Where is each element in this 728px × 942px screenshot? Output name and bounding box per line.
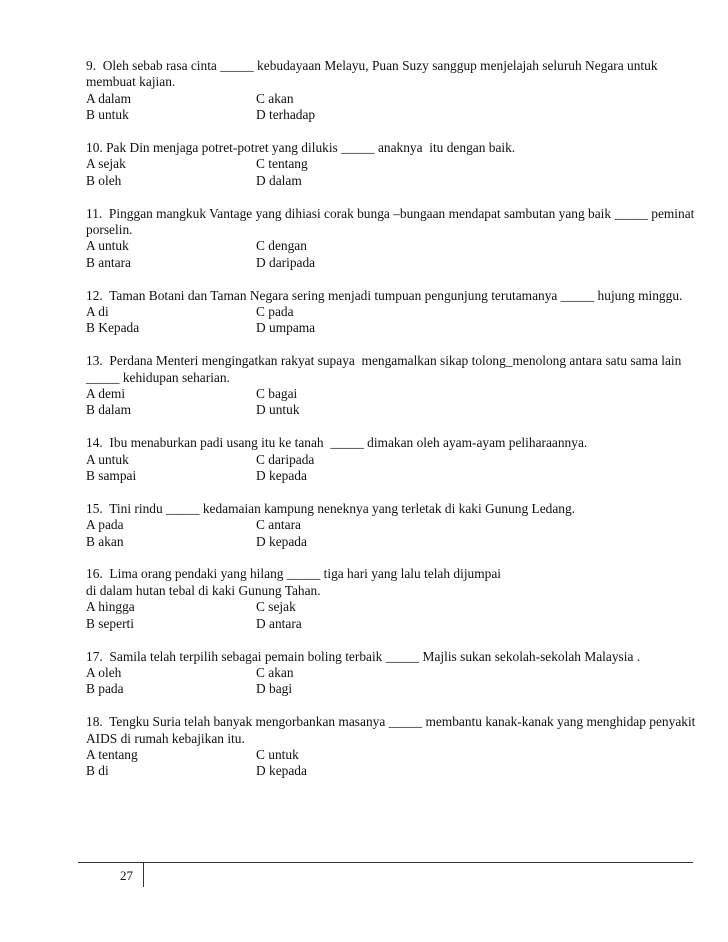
option-row <box>86 386 706 402</box>
option-row <box>86 402 706 418</box>
option-row <box>86 452 706 468</box>
option-d: D terhadap <box>256 107 316 123</box>
question-13 <box>86 353 706 419</box>
question-text: 16. Lima orang pendaki yang hilang _____ tiga hari yang lalu telah dijumpai di dalam hutan tebal di kaki Gunung Tahan. <box>86 566 502 598</box>
option-a: A untuk <box>86 451 129 467</box>
question-10 <box>86 140 706 189</box>
option-row <box>86 107 706 123</box>
question-text: 15. Tini rindu _____ kedamaian kampung neneknya yang terletak di kaki Gunung Ledang. <box>86 500 576 516</box>
option-a: A tentang <box>86 746 138 762</box>
option-row <box>86 599 706 615</box>
option-b: B pada <box>86 681 124 697</box>
option-c: C dengan <box>256 238 307 254</box>
option-c: C akan <box>256 90 294 106</box>
question-15 <box>86 501 706 550</box>
option-b: B untuk <box>86 107 129 123</box>
question-12 <box>86 288 706 337</box>
option-c: C bagai <box>256 386 298 402</box>
question-9 <box>86 58 706 124</box>
question-page <box>86 58 706 796</box>
question-text: 12. Taman Botani dan Taman Negara sering menjadi tumpuan pengunjung terutamanya _____ hujung minggu. <box>86 287 683 303</box>
question-text: 9. Oleh sebab rasa cinta _____ kebudayaan Melayu, Puan Suzy sanggup menjelajah seluruh Negara untuk membuat kajian. <box>86 58 661 90</box>
option-row <box>86 320 706 336</box>
option-row <box>86 665 706 681</box>
option-row <box>86 173 706 189</box>
option-a: A sejak <box>86 156 126 172</box>
option-d: D bagi <box>256 681 293 697</box>
question-text: 11. Pinggan mangkuk Vantage yang dihiasi corak bunga –bungaan mendapat sambutan yang baik _____ peminat porselin. <box>86 205 698 238</box>
option-row <box>86 534 706 550</box>
option-d: D umpama <box>256 320 316 336</box>
page-number: 27 <box>120 868 133 883</box>
question-16 <box>86 566 706 632</box>
option-a: A demi <box>86 386 126 402</box>
option-row <box>86 91 706 107</box>
option-a: A untuk <box>86 238 129 254</box>
option-c: C antara <box>256 517 301 533</box>
option-row <box>86 304 706 320</box>
option-c: C daripada <box>256 451 315 467</box>
question-11 <box>86 206 706 272</box>
option-d: D dalam <box>256 172 302 188</box>
question-text: 18. Tengku Suria telah banyak mengorbankan masanya _____ membantu kanak-kanak yang menghidap penyakit AIDS di rumah kebajikan itu. <box>86 714 699 746</box>
option-b: B akan <box>86 533 124 549</box>
option-a: A pada <box>86 517 124 533</box>
option-row <box>86 156 706 172</box>
option-row <box>86 616 706 632</box>
option-d: D untuk <box>256 402 300 418</box>
option-a: A dalam <box>86 90 131 106</box>
option-d: D kepada <box>256 533 307 549</box>
option-b: B sampai <box>86 468 137 484</box>
option-d: D kepada <box>256 763 307 779</box>
question-text: 17. Samila telah terpilih sebagai pemain boling terbaik _____ Majlis sukan sekolah-sekolah Malaysia . <box>86 648 641 664</box>
option-row <box>86 255 706 271</box>
option-row <box>86 681 706 697</box>
option-row <box>86 517 706 533</box>
option-row <box>86 763 706 779</box>
option-a: A hingga <box>86 599 135 615</box>
question-17 <box>86 649 706 698</box>
option-d: D kepada <box>256 468 307 484</box>
option-c: C tentang <box>256 156 308 172</box>
question-18 <box>86 714 706 780</box>
option-b: B di <box>86 763 109 779</box>
option-b: B seperti <box>86 615 134 631</box>
option-c: C akan <box>256 664 294 680</box>
option-b: B oleh <box>86 172 122 188</box>
option-a: A di <box>86 304 109 320</box>
option-c: C sejak <box>256 599 296 615</box>
option-c: C untuk <box>256 746 299 762</box>
question-text: 10. Pak Din menjaga potret-potret yang dilukis _____ anaknya itu dengan baik. <box>86 140 516 156</box>
question-text: 14. Ibu menaburkan padi usang itu ke tanah _____ dimakan oleh ayam-ayam peliharaannya. <box>86 435 588 451</box>
option-d: D antara <box>256 615 302 631</box>
option-c: C pada <box>256 304 294 320</box>
option-row <box>86 468 706 484</box>
question-text: 13. Perdana Menteri mengingatkan rakyat supaya mengamalkan sikap tolong_menolong antara satu sama lain _____ kehidupan seharian. <box>86 353 685 385</box>
option-row <box>86 747 706 763</box>
option-b: B dalam <box>86 402 131 418</box>
page-number-divider <box>143 863 144 887</box>
option-a: A oleh <box>86 664 122 680</box>
option-b: B antara <box>86 254 131 270</box>
option-b: B Kepada <box>86 320 140 336</box>
option-d: D daripada <box>256 254 316 270</box>
footer-divider <box>78 862 693 863</box>
question-14 <box>86 435 706 484</box>
option-row <box>86 238 706 254</box>
